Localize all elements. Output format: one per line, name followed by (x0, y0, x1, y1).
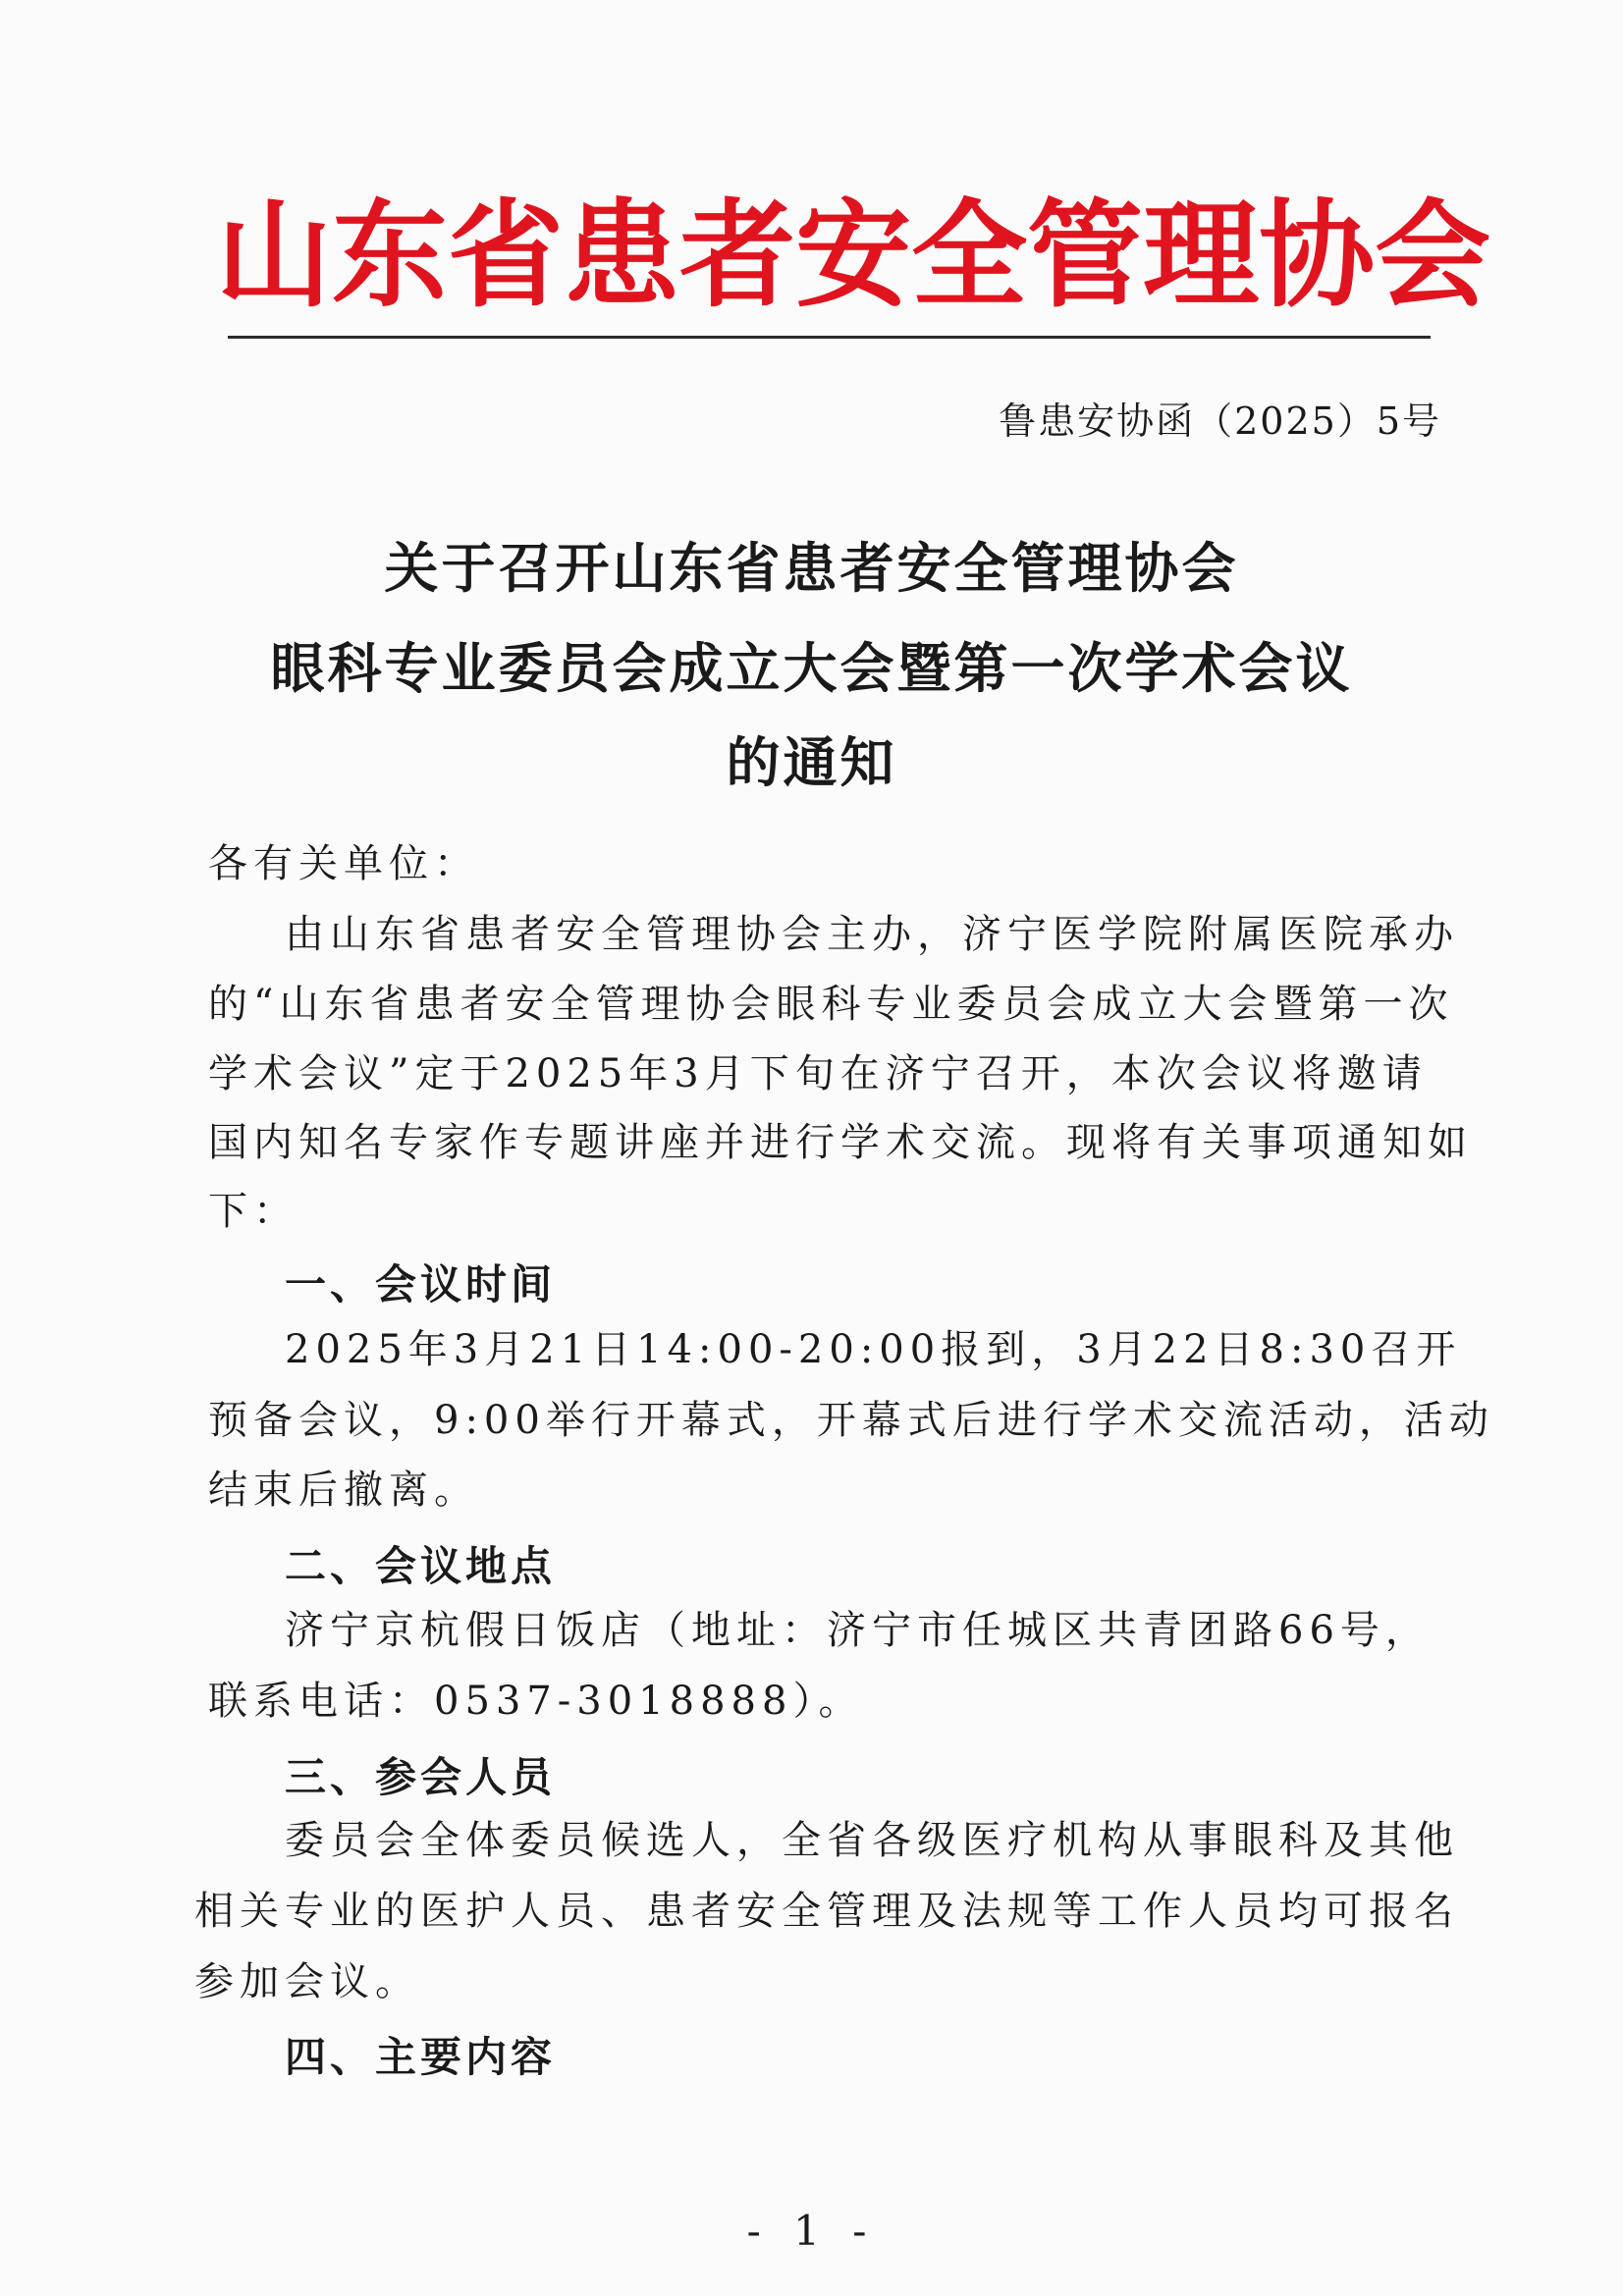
section-time-line-3: 结束后撤离。 (208, 1468, 479, 1513)
masthead-char: 山 (216, 187, 333, 323)
masthead-char: 理 (1143, 187, 1260, 323)
intro-line-5: 下： (208, 1189, 298, 1234)
section-venue-line-2: 联系电话：0537-3018888）。 (208, 1679, 864, 1724)
section-heading-time: 一、会议时间 (285, 1260, 557, 1308)
masthead-char: 管 (1027, 187, 1144, 323)
intro-line-3: 学术会议”定于2025年3月下旬在济宁召开，本次会议将邀请 (208, 1051, 1428, 1096)
intro-line-1: 由山东省患者安全管理协会主办，济宁医学院附属医院承办 (285, 912, 1459, 957)
organization-masthead (216, 182, 1491, 329)
notice-title-line-3: 的通知 (726, 731, 897, 794)
section-attendees-line-2: 相关专业的医护人员、患者安全管理及法规等工作人员均可报名 (194, 1889, 1459, 1934)
notice-title-line-1: 关于召开山东省患者安全管理协会 (384, 537, 1239, 600)
notice-title-line-2: 眼科专业委员会成立大会暨第一次学术会议 (270, 637, 1353, 700)
section-time-line-1: 2025年3月21日14:00-20:00报到，3月22日8:30召开 (285, 1327, 1462, 1372)
section-heading-attendees: 三、参会人员 (285, 1753, 557, 1801)
intro-line-4: 国内知名专家作专题讲座并进行学术交流。现将有关事项通知如 (208, 1120, 1473, 1165)
masthead-char: 省 (448, 187, 565, 323)
section-venue-line-1: 济宁京杭假日饭店（地址：济宁市任城区共青团路66号， (285, 1608, 1431, 1653)
masthead-char: 全 (911, 187, 1028, 323)
masthead-char: 者 (679, 187, 796, 323)
page-number: - 1 - (746, 2207, 877, 2255)
salutation: 各有关单位： (208, 841, 479, 886)
section-attendees-line-3: 参加会议。 (194, 1959, 420, 2004)
section-attendees-line-1: 委员会全体委员候选人，全省各级医疗机构从事眼科及其他 (285, 1818, 1459, 1863)
masthead-char: 患 (564, 187, 680, 323)
section-time-line-2: 预备会议，9:00举行开幕式，开幕式后进行学术交流活动，活动 (208, 1398, 1494, 1443)
masthead-char: 会 (1375, 187, 1491, 323)
section-heading-venue: 二、会议地点 (285, 1542, 557, 1590)
intro-line-2: 的“山东省患者安全管理协会眼科专业委员会成立大会暨第一次 (208, 982, 1454, 1027)
masthead-char: 安 (795, 187, 912, 323)
masthead-char: 东 (332, 187, 449, 323)
document-number: 鲁患安协函（2025）5号 (999, 400, 1441, 443)
masthead-char: 协 (1259, 187, 1376, 323)
section-heading-content: 四、主要内容 (285, 2033, 557, 2081)
masthead-divider (228, 336, 1431, 339)
